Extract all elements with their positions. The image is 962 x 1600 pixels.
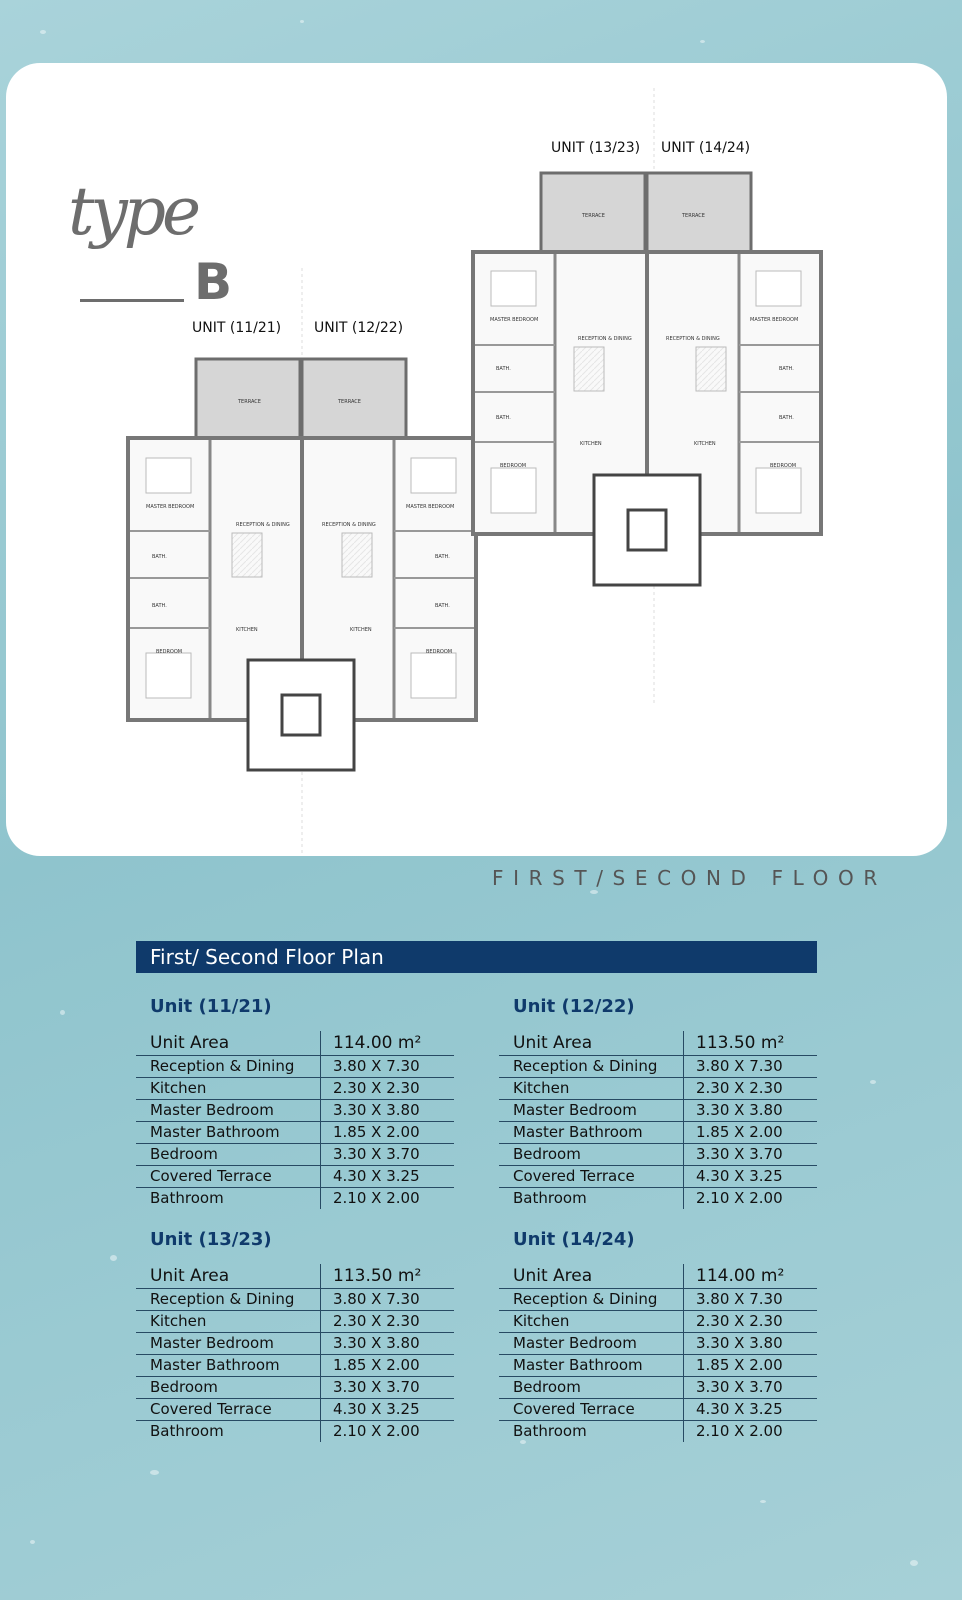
room-label: Master Bathroom xyxy=(499,1122,684,1144)
unit-spec-table xyxy=(499,1031,817,1209)
table-row xyxy=(136,1264,454,1289)
svg-text:BATH.: BATH. xyxy=(435,554,450,560)
area-value: 114.00 m² xyxy=(684,1264,818,1289)
svg-text:BATH.: BATH. xyxy=(496,366,511,372)
room-size: 2.10 X 2.00 xyxy=(333,1422,420,1440)
unit-label-11-21: UNIT (11/21) xyxy=(192,320,282,336)
room-label: Covered Terrace xyxy=(136,1166,321,1188)
background-speckle xyxy=(910,1560,918,1566)
background-speckle xyxy=(60,1010,65,1015)
svg-text:MASTER BEDROOM: MASTER BEDROOM xyxy=(750,317,799,323)
background-speckle xyxy=(870,1080,876,1084)
background-speckle xyxy=(30,1540,35,1544)
table-row xyxy=(136,1355,454,1377)
unit-block-11-21 xyxy=(136,991,454,1209)
room-label: Master Bedroom xyxy=(499,1333,684,1355)
table-row xyxy=(499,1144,817,1166)
svg-text:BATH.: BATH. xyxy=(152,603,167,609)
svg-text:BEDROOM: BEDROOM xyxy=(770,463,797,469)
unit-title: Unit (11/21) xyxy=(150,996,272,1017)
room-size: 3.80 X 7.30 xyxy=(321,1056,455,1078)
room-size: 3.30 X 3.80 xyxy=(684,1333,818,1355)
table-row xyxy=(499,1188,817,1210)
background-speckle xyxy=(300,20,304,23)
type-letter: B xyxy=(194,253,233,311)
room-label: Bathroom xyxy=(136,1188,321,1210)
background-speckle xyxy=(40,30,46,34)
room-size: 2.30 X 2.30 xyxy=(684,1078,818,1100)
room-label: Master Bathroom xyxy=(136,1355,321,1377)
room-size: 2.10 X 2.00 xyxy=(696,1189,783,1207)
type-script-text: type xyxy=(68,173,198,250)
unit-block-13-23 xyxy=(136,1224,454,1442)
table-row xyxy=(136,1311,454,1333)
table-row xyxy=(136,1078,454,1100)
floorplan-card xyxy=(6,63,947,890)
table-row xyxy=(499,1031,817,1056)
room-size: 3.30 X 3.70 xyxy=(321,1377,455,1399)
room-size: 3.80 X 7.30 xyxy=(321,1289,455,1311)
room-label: Bedroom xyxy=(499,1144,684,1166)
table-row xyxy=(499,1100,817,1122)
room-label: Reception & Dining xyxy=(136,1056,321,1078)
unit-spec-table xyxy=(499,1264,817,1442)
room-size: 1.85 X 2.00 xyxy=(321,1355,455,1377)
room-size: 3.30 X 3.80 xyxy=(321,1100,455,1122)
table-header: First/ Second Floor Plan xyxy=(136,941,817,973)
unit-label-13-23: UNIT (13/23) xyxy=(551,140,641,156)
room-label: Reception & Dining xyxy=(499,1056,684,1078)
table-row xyxy=(499,1377,817,1399)
svg-text:KITCHEN: KITCHEN xyxy=(350,627,372,633)
background-speckle xyxy=(590,890,598,894)
room-label: Master Bedroom xyxy=(136,1100,321,1122)
background-speckle xyxy=(150,1470,159,1475)
room-size: 2.30 X 2.30 xyxy=(321,1078,455,1100)
svg-text:BATH.: BATH. xyxy=(435,603,450,609)
area-label: Unit Area xyxy=(136,1264,321,1289)
area-value: 114.00 m² xyxy=(321,1031,455,1056)
room-label: Bathroom xyxy=(499,1421,684,1443)
table-row xyxy=(499,1333,817,1355)
table-row xyxy=(499,1311,817,1333)
unit-label-14-24: UNIT (14/24) xyxy=(661,140,751,156)
unit-title: Unit (14/24) xyxy=(513,1229,635,1250)
area-label: Unit Area xyxy=(499,1031,684,1056)
room-label: Covered Terrace xyxy=(499,1399,684,1421)
room-label: Reception & Dining xyxy=(136,1289,321,1311)
room-label: Kitchen xyxy=(499,1311,684,1333)
area-value: 113.50 m² xyxy=(684,1031,818,1056)
table-row xyxy=(499,1056,817,1078)
table-row xyxy=(136,1289,454,1311)
svg-text:BATH.: BATH. xyxy=(496,415,511,421)
table-row xyxy=(499,1421,817,1443)
unit-spec-table xyxy=(136,1264,454,1442)
svg-text:TERRACE: TERRACE xyxy=(238,399,261,405)
background-speckle xyxy=(110,1255,117,1261)
room-label: Bedroom xyxy=(136,1144,321,1166)
svg-text:BEDROOM: BEDROOM xyxy=(500,463,527,469)
table-row xyxy=(136,1399,454,1421)
room-size: 3.30 X 3.70 xyxy=(321,1144,455,1166)
room-label: Kitchen xyxy=(136,1311,321,1333)
unit-title: Unit (12/22) xyxy=(513,996,635,1017)
table-row xyxy=(499,1122,817,1144)
svg-text:KITCHEN: KITCHEN xyxy=(694,441,716,447)
table-row xyxy=(136,1166,454,1188)
svg-text:RECEPTION & DINING: RECEPTION & DINING xyxy=(578,336,632,342)
room-label: Master Bedroom xyxy=(499,1100,684,1122)
table-row xyxy=(499,1399,817,1421)
svg-text:BEDROOM: BEDROOM xyxy=(426,649,453,655)
area-value: 113.50 m² xyxy=(321,1264,455,1289)
room-size: 2.10 X 2.00 xyxy=(696,1422,783,1440)
room-label: Bedroom xyxy=(136,1377,321,1399)
room-size: 1.85 X 2.00 xyxy=(684,1355,818,1377)
floor-caption: FIRST/SECOND FLOOR xyxy=(492,866,887,890)
unit-label-12-22: UNIT (12/22) xyxy=(314,320,404,336)
svg-text:RECEPTION & DINING: RECEPTION & DINING xyxy=(322,522,376,528)
room-size: 3.30 X 3.80 xyxy=(321,1333,455,1355)
table-row xyxy=(136,1122,454,1144)
stair-core-left xyxy=(248,660,354,770)
room-label: Bedroom xyxy=(499,1377,684,1399)
room-size: 1.85 X 2.00 xyxy=(684,1122,818,1144)
left-building xyxy=(128,359,476,770)
unit-spec-table xyxy=(136,1031,454,1209)
room-size: 4.30 X 3.25 xyxy=(684,1166,818,1188)
table-row xyxy=(499,1166,817,1188)
svg-text:RECEPTION & DINING: RECEPTION & DINING xyxy=(666,336,720,342)
room-size: 3.80 X 7.30 xyxy=(684,1056,818,1078)
room-label: Covered Terrace xyxy=(136,1399,321,1421)
svg-text:TERRACE: TERRACE xyxy=(338,399,361,405)
svg-text:BATH.: BATH. xyxy=(779,366,794,372)
room-size: 2.10 X 2.00 xyxy=(333,1189,420,1207)
svg-text:TERRACE: TERRACE xyxy=(582,213,605,219)
svg-text:MASTER BEDROOM: MASTER BEDROOM xyxy=(146,504,195,510)
background-speckle xyxy=(760,1500,766,1503)
right-building xyxy=(473,173,821,585)
room-label: Master Bedroom xyxy=(136,1333,321,1355)
room-size: 3.30 X 3.70 xyxy=(684,1377,818,1399)
svg-text:BATH.: BATH. xyxy=(152,554,167,560)
table-row xyxy=(136,1188,454,1210)
room-label: Bathroom xyxy=(499,1188,684,1210)
room-label: Master Bathroom xyxy=(499,1355,684,1377)
room-label: Reception & Dining xyxy=(499,1289,684,1311)
table-row xyxy=(499,1355,817,1377)
svg-text:RECEPTION & DINING: RECEPTION & DINING xyxy=(236,522,290,528)
room-size: 1.85 X 2.00 xyxy=(321,1122,455,1144)
svg-text:TERRACE: TERRACE xyxy=(682,213,705,219)
area-label: Unit Area xyxy=(499,1264,684,1289)
table-row xyxy=(136,1377,454,1399)
unit-block-12-22 xyxy=(499,991,817,1209)
table-row xyxy=(136,1056,454,1078)
svg-text:KITCHEN: KITCHEN xyxy=(236,627,258,633)
svg-text:MASTER BEDROOM: MASTER BEDROOM xyxy=(406,504,455,510)
room-label: Covered Terrace xyxy=(499,1166,684,1188)
svg-text:BATH.: BATH. xyxy=(779,415,794,421)
room-size: 4.30 X 3.25 xyxy=(321,1399,455,1421)
unit-title: Unit (13/23) xyxy=(150,1229,272,1250)
room-size: 2.30 X 2.30 xyxy=(684,1311,818,1333)
room-size: 3.80 X 7.30 xyxy=(684,1289,818,1311)
unit-block-14-24 xyxy=(499,1224,817,1442)
background-speckle xyxy=(700,40,705,43)
svg-text:BEDROOM: BEDROOM xyxy=(156,649,183,655)
room-label: Master Bathroom xyxy=(136,1122,321,1144)
room-label: Bathroom xyxy=(136,1421,321,1443)
table-row xyxy=(499,1078,817,1100)
table-row xyxy=(136,1421,454,1443)
table-row xyxy=(136,1100,454,1122)
table-row xyxy=(136,1333,454,1355)
room-size: 3.30 X 3.80 xyxy=(684,1100,818,1122)
table-row xyxy=(499,1289,817,1311)
stair-core-right xyxy=(594,475,700,585)
room-size: 3.30 X 3.70 xyxy=(684,1144,818,1166)
floor-plan-drawing xyxy=(6,63,947,856)
table-row xyxy=(136,1031,454,1056)
room-size: 4.30 X 3.25 xyxy=(684,1399,818,1421)
table-row xyxy=(136,1144,454,1166)
area-label: Unit Area xyxy=(136,1031,321,1056)
room-label: Kitchen xyxy=(499,1078,684,1100)
room-size: 4.30 X 3.25 xyxy=(321,1166,455,1188)
room-size: 2.30 X 2.30 xyxy=(321,1311,455,1333)
svg-text:KITCHEN: KITCHEN xyxy=(580,441,602,447)
room-label: Kitchen xyxy=(136,1078,321,1100)
table-row xyxy=(499,1264,817,1289)
svg-text:MASTER BEDROOM: MASTER BEDROOM xyxy=(490,317,539,323)
